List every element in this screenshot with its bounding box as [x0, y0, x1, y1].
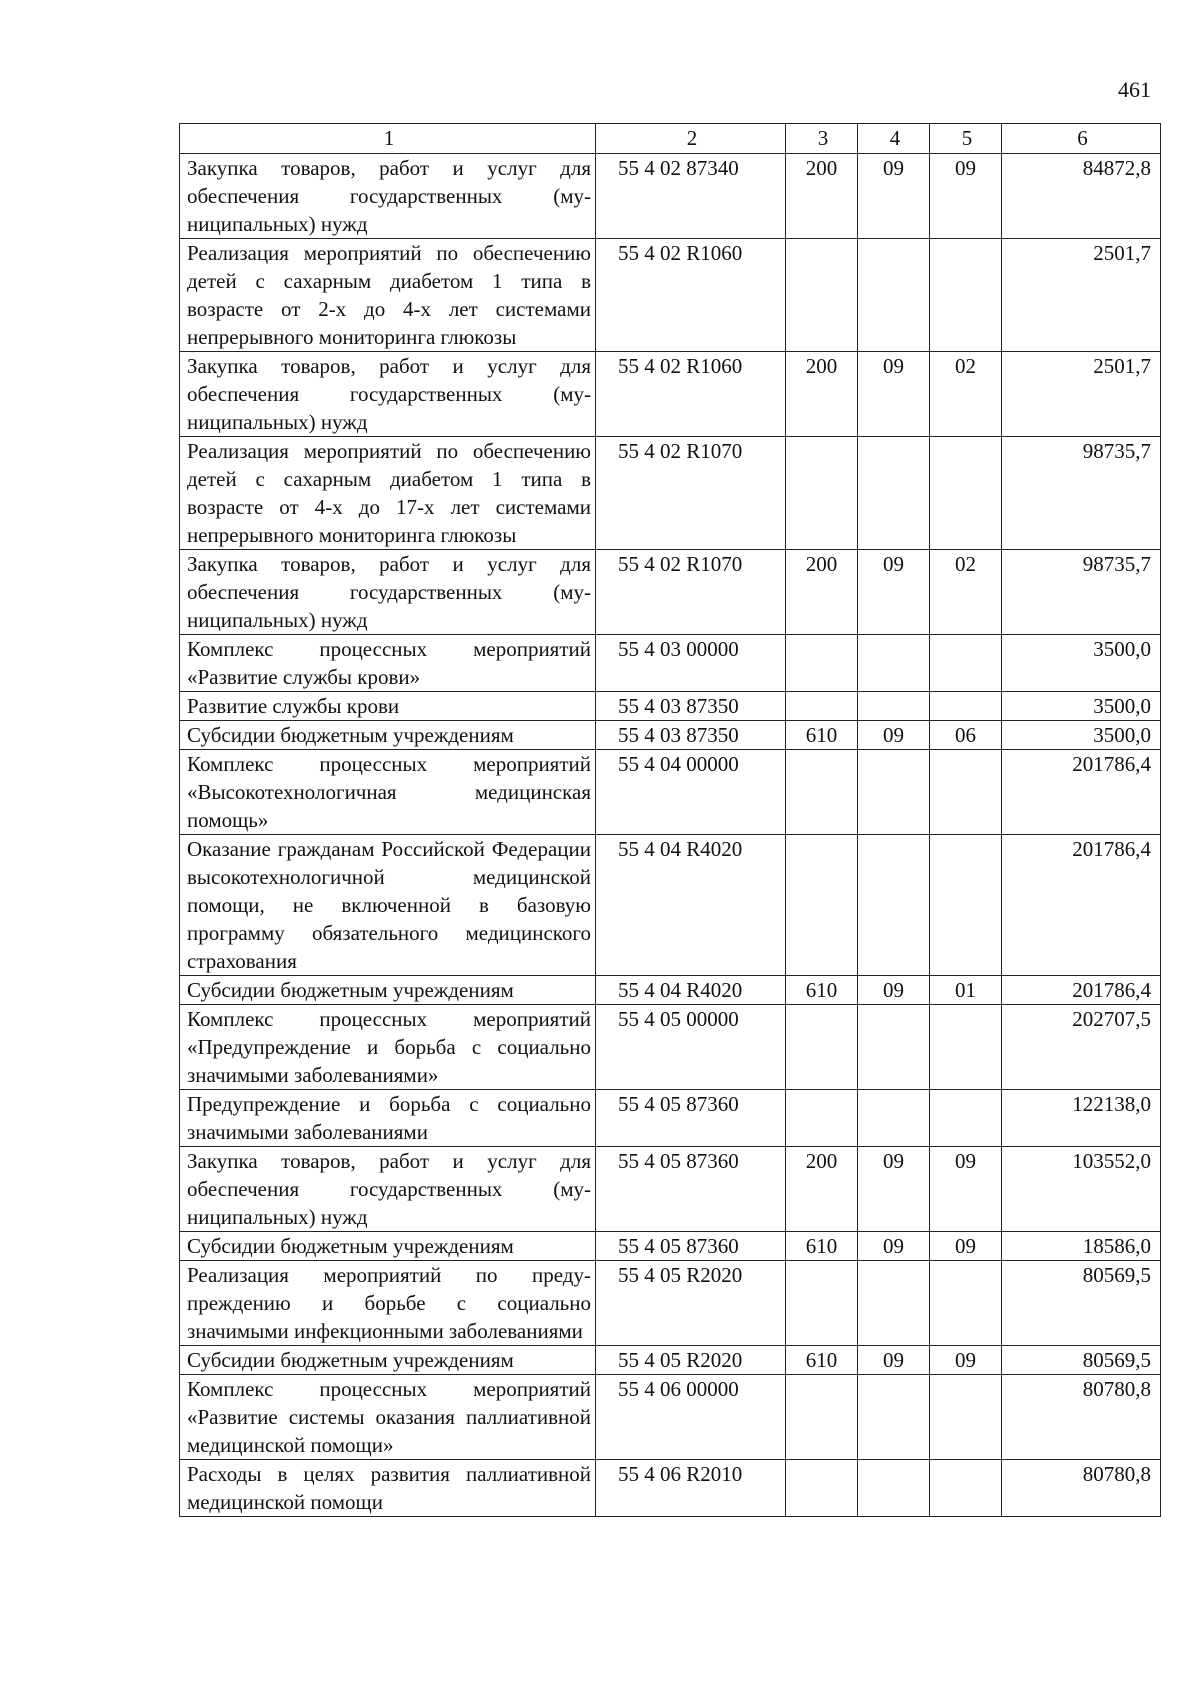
row-name-cell: Субсидии бюджетным учреждениям: [180, 1232, 596, 1261]
row-col4-cell: 09: [858, 550, 930, 635]
row-name-cell: Субсидии бюджетным учреждениям: [180, 721, 596, 750]
table-row: [180, 721, 1161, 750]
row-col4-cell: [858, 437, 930, 550]
row-amount-cell: 122138,0: [1002, 1090, 1161, 1147]
table-row: [180, 1147, 1161, 1232]
row-name-cell: Закупка товаров, работ и услуг для обеспечения государственных (муниципальных) нужд: [180, 550, 596, 635]
row-amount-cell: 80780,8: [1002, 1460, 1161, 1517]
row-col4-cell: 09: [858, 1232, 930, 1261]
row-col5-cell: [930, 1460, 1002, 1517]
header-cell: 2: [596, 124, 786, 154]
row-col3-cell: 610: [786, 1232, 858, 1261]
table-row: [180, 835, 1161, 976]
row-name-cell: Комплекс процессных мероприятий «Предупреждение и борьба с социально значимыми заболеваниями»: [180, 1005, 596, 1090]
row-col3-cell: [786, 437, 858, 550]
row-col3-cell: [786, 750, 858, 835]
row-col3-cell: [786, 1460, 858, 1517]
row-col3-cell: [786, 239, 858, 352]
table-row: [180, 635, 1161, 692]
row-code-cell: 55 4 05 87360: [596, 1232, 786, 1261]
row-col3-cell: [786, 1090, 858, 1147]
row-amount-cell: 3500,0: [1002, 721, 1161, 750]
row-amount-cell: 2501,7: [1002, 239, 1161, 352]
row-name-cell: Комплекс процессных мероприятий «Развитие системы оказания паллиативной медицинской помощи»: [180, 1375, 596, 1460]
row-col5-cell: [930, 750, 1002, 835]
table-row: [180, 154, 1161, 239]
row-code-cell: 55 4 04 R4020: [596, 835, 786, 976]
row-col3-cell: 610: [786, 976, 858, 1005]
table-row: [180, 1346, 1161, 1375]
table-row: [180, 1375, 1161, 1460]
row-col3-cell: 200: [786, 1147, 858, 1232]
row-name-cell: Расходы в целях развития паллиативной медицинской помощи: [180, 1460, 596, 1517]
row-col5-cell: 09: [930, 1346, 1002, 1375]
row-col3-cell: [786, 1261, 858, 1346]
row-code-cell: 55 4 02 R1070: [596, 550, 786, 635]
row-name-cell: Комплекс процессных мероприятий «Развитие службы крови»: [180, 635, 596, 692]
row-col5-cell: [930, 835, 1002, 976]
row-amount-cell: 103552,0: [1002, 1147, 1161, 1232]
table-header: [180, 124, 1161, 154]
row-col3-cell: [786, 635, 858, 692]
table-body: [180, 154, 1161, 1517]
row-code-cell: 55 4 05 R2020: [596, 1261, 786, 1346]
row-col4-cell: 09: [858, 976, 930, 1005]
header-row: [180, 124, 1161, 154]
row-col4-cell: [858, 750, 930, 835]
header-cell: 6: [1002, 124, 1161, 154]
row-col3-cell: [786, 1375, 858, 1460]
header-cell: 3: [786, 124, 858, 154]
row-col5-cell: 02: [930, 352, 1002, 437]
row-col5-cell: [930, 1005, 1002, 1090]
table-row: [180, 1460, 1161, 1517]
row-name-cell: Субсидии бюджетным учреждениям: [180, 1346, 596, 1375]
row-col4-cell: [858, 1460, 930, 1517]
table-row: [180, 750, 1161, 835]
row-name-cell: Субсидии бюджетным учреждениям: [180, 976, 596, 1005]
row-col5-cell: [930, 239, 1002, 352]
row-code-cell: 55 4 02 R1070: [596, 437, 786, 550]
row-col3-cell: [786, 835, 858, 976]
row-col5-cell: [930, 635, 1002, 692]
row-amount-cell: 80569,5: [1002, 1346, 1161, 1375]
row-name-cell: Комплекс процессных мероприятий «Высокотехнологичная медицинская помощь»: [180, 750, 596, 835]
row-col5-cell: 09: [930, 1232, 1002, 1261]
row-col3-cell: 200: [786, 154, 858, 239]
header-cell: 4: [858, 124, 930, 154]
row-col5-cell: 09: [930, 154, 1002, 239]
row-col5-cell: [930, 1261, 1002, 1346]
table-row: [180, 1005, 1161, 1090]
row-col4-cell: 09: [858, 721, 930, 750]
table-row: [180, 1261, 1161, 1346]
row-col4-cell: [858, 835, 930, 976]
row-amount-cell: 201786,4: [1002, 835, 1161, 976]
row-amount-cell: 2501,7: [1002, 352, 1161, 437]
row-col5-cell: 02: [930, 550, 1002, 635]
row-code-cell: 55 4 05 00000: [596, 1005, 786, 1090]
table-row: [180, 692, 1161, 721]
row-code-cell: 55 4 03 87350: [596, 721, 786, 750]
row-name-cell: Реализация мероприятий по предупреждению и борьбе с социально значимыми инфекционными заболеваниями: [180, 1261, 596, 1346]
row-name-cell: Реализация мероприятий по обеспечению детей с сахарным диабетом 1 типа в возрасте от 2-х до 4-х лет системами непрерывного мониторинга глюкозы: [180, 239, 596, 352]
row-name-cell: Закупка товаров, работ и услуг для обеспечения государственных (муниципальных) нужд: [180, 1147, 596, 1232]
row-col4-cell: 09: [858, 154, 930, 239]
row-code-cell: 55 4 05 87360: [596, 1090, 786, 1147]
row-amount-cell: 80569,5: [1002, 1261, 1161, 1346]
table-row: [180, 550, 1161, 635]
row-amount-cell: 18586,0: [1002, 1232, 1161, 1261]
row-code-cell: 55 4 03 87350: [596, 692, 786, 721]
row-code-cell: 55 4 06 00000: [596, 1375, 786, 1460]
row-col5-cell: [930, 437, 1002, 550]
row-col5-cell: 06: [930, 721, 1002, 750]
row-name-cell: Развитие службы крови: [180, 692, 596, 721]
row-amount-cell: 98735,7: [1002, 437, 1161, 550]
row-name-cell: Закупка товаров, работ и услуг для обеспечения государственных (муниципальных) нужд: [180, 154, 596, 239]
row-amount-cell: 3500,0: [1002, 635, 1161, 692]
row-amount-cell: 98735,7: [1002, 550, 1161, 635]
row-col4-cell: 09: [858, 1346, 930, 1375]
row-name-cell: Закупка товаров, работ и услуг для обеспечения государственных (муниципальных) нужд: [180, 352, 596, 437]
row-name-cell: Оказание гражданам Российской Федерации высокотехнологичной медицинской помощи, не включенной в базовую программу обязательного медицинского страхования: [180, 835, 596, 976]
row-col5-cell: 01: [930, 976, 1002, 1005]
row-col5-cell: [930, 692, 1002, 721]
row-col5-cell: [930, 1090, 1002, 1147]
table-row: [180, 976, 1161, 1005]
row-code-cell: 55 4 02 87340: [596, 154, 786, 239]
row-col4-cell: 09: [858, 1147, 930, 1232]
row-col4-cell: 09: [858, 352, 930, 437]
row-code-cell: 55 4 04 R4020: [596, 976, 786, 1005]
row-col4-cell: [858, 239, 930, 352]
row-col5-cell: [930, 1375, 1002, 1460]
row-amount-cell: 80780,8: [1002, 1375, 1161, 1460]
row-col4-cell: [858, 1005, 930, 1090]
header-cell: 5: [930, 124, 1002, 154]
row-name-cell: Реализация мероприятий по обеспечению детей с сахарным диабетом 1 типа в возрасте от 4-х до 17-х лет системами непрерывного мониторинга глюкозы: [180, 437, 596, 550]
row-col5-cell: 09: [930, 1147, 1002, 1232]
row-code-cell: 55 4 02 R1060: [596, 352, 786, 437]
row-col4-cell: [858, 1261, 930, 1346]
table-row: [180, 239, 1161, 352]
row-code-cell: 55 4 06 R2010: [596, 1460, 786, 1517]
row-col3-cell: [786, 692, 858, 721]
row-col4-cell: [858, 692, 930, 721]
row-amount-cell: 3500,0: [1002, 692, 1161, 721]
row-amount-cell: 84872,8: [1002, 154, 1161, 239]
row-col4-cell: [858, 635, 930, 692]
row-amount-cell: 202707,5: [1002, 1005, 1161, 1090]
budget-table: [179, 123, 1161, 1517]
table-row: [180, 1090, 1161, 1147]
row-name-cell: Предупреждение и борьба с социально значимыми заболеваниями: [180, 1090, 596, 1147]
table-row: [180, 437, 1161, 550]
row-col3-cell: 200: [786, 550, 858, 635]
row-code-cell: 55 4 05 R2020: [596, 1346, 786, 1375]
row-amount-cell: 201786,4: [1002, 976, 1161, 1005]
row-code-cell: 55 4 03 00000: [596, 635, 786, 692]
row-code-cell: 55 4 02 R1060: [596, 239, 786, 352]
table-row: [180, 352, 1161, 437]
row-col4-cell: [858, 1090, 930, 1147]
table-row: [180, 1232, 1161, 1261]
row-col3-cell: 610: [786, 1346, 858, 1375]
row-col3-cell: 610: [786, 721, 858, 750]
row-amount-cell: 201786,4: [1002, 750, 1161, 835]
row-code-cell: 55 4 05 87360: [596, 1147, 786, 1232]
header-cell: 1: [180, 124, 596, 154]
row-col3-cell: 200: [786, 352, 858, 437]
row-code-cell: 55 4 04 00000: [596, 750, 786, 835]
page-number: 461: [1118, 77, 1151, 102]
row-col3-cell: [786, 1005, 858, 1090]
row-col4-cell: [858, 1375, 930, 1460]
